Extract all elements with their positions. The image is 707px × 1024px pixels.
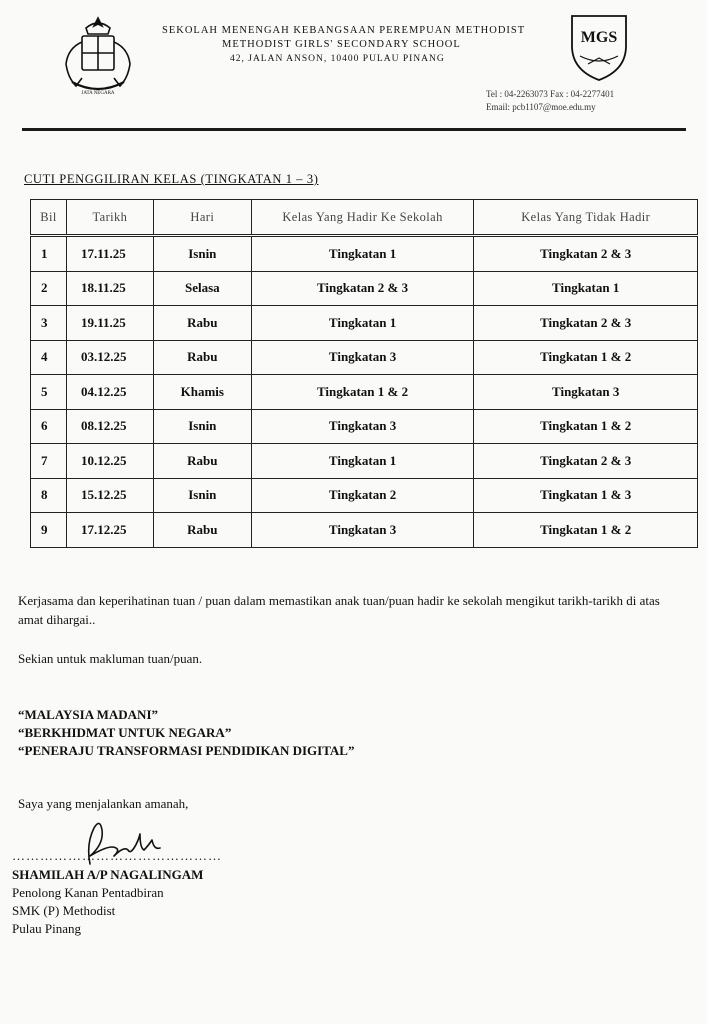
cell-tarikh: 17.12.25 [66,513,153,548]
school-name-malay: SEKOLAH MENENGAH KEBANGSAAN PEREMPUAN METHODIST [162,25,526,36]
cell-tarikh: 17.11.25 [66,236,153,272]
cell-tarikh: 04.12.25 [66,375,153,410]
rotation-schedule-table [30,199,698,548]
cell-kelas-tidak-hadir: Tingkatan 2 & 3 [474,444,698,479]
svg-text:JATA NEGARA: JATA NEGARA [81,91,115,96]
slogan-line: “PENERAJU TRANSFORMASI PENDIDIKAN DIGITAL” [18,743,355,758]
cell-kelas-hadir: Tingkatan 1 [251,306,474,341]
cell-bil: 6 [31,409,67,444]
table-header-row [31,200,698,236]
table-row [31,478,698,513]
cell-kelas-tidak-hadir: Tingkatan 1 & 3 [474,478,698,513]
column-header-hari: Hari [153,200,251,236]
cell-tarikh: 10.12.25 [66,444,153,479]
cell-kelas-tidak-hadir: Tingkatan 1 & 2 [474,513,698,548]
cell-kelas-tidak-hadir: Tingkatan 2 & 3 [474,306,698,341]
table-row [31,375,698,410]
cell-kelas-hadir: Tingkatan 1 & 2 [251,375,474,410]
school-phone-fax: Tel : 04-2263073 Fax : 04-2277401 [486,89,615,99]
cell-tarikh: 08.12.25 [66,409,153,444]
cell-bil: 7 [31,444,67,479]
table-row [31,444,698,479]
cell-bil: 4 [31,340,67,375]
column-header-bil: Bil [31,200,67,236]
table-row [31,513,698,548]
cell-kelas-hadir: Tingkatan 1 [251,236,474,272]
cell-kelas-tidak-hadir: Tingkatan 1 & 2 [474,340,698,375]
cell-bil: 2 [31,271,67,306]
svg-text:MGS: MGS [580,29,618,46]
school-logo-icon [566,12,632,82]
cell-hari: Rabu [153,444,251,479]
cell-kelas-tidak-hadir: Tingkatan 2 & 3 [474,236,698,272]
cell-tarikh: 18.11.25 [66,271,153,306]
column-header-kelas-tidak-hadir: Kelas Yang Tidak Hadir [474,200,698,236]
jata-negara-crest-icon [58,12,138,100]
signer-school: SMK (P) Methodist [12,903,116,918]
school-address: 42, JALAN ANSON, 10400 PULAU PINANG [230,54,445,64]
signer-state: Pulau Pinang [12,921,81,936]
cell-tarikh: 15.12.25 [66,478,153,513]
closing-note: Sekian untuk makluman tuan/puan. [18,651,203,666]
school-contact [486,88,614,114]
cell-kelas-tidak-hadir: Tingkatan 1 & 2 [474,409,698,444]
table-row [31,409,698,444]
slogan-line: “MALAYSIA MADANI” [18,707,159,722]
document-title: CUTI PENGGILIRAN KELAS (TINGKATAN 1 – 3) [24,172,319,186]
table-row [31,236,698,272]
cell-hari: Isnin [153,478,251,513]
signer-block [12,866,203,938]
cell-kelas-tidak-hadir: Tingkatan 1 [474,271,698,306]
cell-bil: 3 [31,306,67,341]
table-row [31,306,698,341]
cell-hari: Isnin [153,409,251,444]
slogan-block [18,706,354,760]
cell-tarikh: 19.11.25 [66,306,153,341]
cell-hari: Rabu [153,306,251,341]
table-row [31,271,698,306]
header-divider [22,128,686,131]
cell-hari: Rabu [153,340,251,375]
cell-kelas-hadir: Tingkatan 1 [251,444,474,479]
cell-hari: Selasa [153,271,251,306]
signer-name: SHAMILAH A/P NAGALINGAM [12,867,204,882]
cell-bil: 5 [31,375,67,410]
cell-bil: 9 [31,513,67,548]
cell-kelas-hadir: Tingkatan 2 [251,478,474,513]
cell-kelas-hadir: Tingkatan 3 [251,513,474,548]
cell-hari: Khamis [153,375,251,410]
school-name-english: METHODIST GIRLS' SECONDARY SCHOOL [222,39,461,50]
cell-hari: Isnin [153,236,251,272]
school-header [162,24,562,66]
cell-bil: 8 [31,478,67,513]
body-paragraph: Kerjasama dan keperihatinan tuan / puan dalam memastikan anak tuan/puan hadir ke sekolah mengikut tarikh-tarikh di atas amat dihargai.. [18,593,660,627]
cell-tarikh: 03.12.25 [66,340,153,375]
column-header-kelas-hadir: Kelas Yang Hadir Ke Sekolah [251,200,474,236]
cell-kelas-hadir: Tingkatan 3 [251,409,474,444]
column-header-tarikh: Tarikh [66,200,153,236]
school-email: Email: pcb1107@moe.edu.my [486,102,596,112]
closing-salutation: Saya yang menjalankan amanah, [18,796,189,811]
cell-hari: Rabu [153,513,251,548]
signature-line: ……………………………………… [12,848,222,863]
cell-kelas-hadir: Tingkatan 3 [251,340,474,375]
cell-bil: 1 [31,236,67,272]
signer-position: Penolong Kanan Pentadbiran [12,885,164,900]
cell-kelas-tidak-hadir: Tingkatan 3 [474,375,698,410]
cell-kelas-hadir: Tingkatan 2 & 3 [251,271,474,306]
slogan-line: “BERKHIDMAT UNTUK NEGARA” [18,725,232,740]
table-row [31,340,698,375]
